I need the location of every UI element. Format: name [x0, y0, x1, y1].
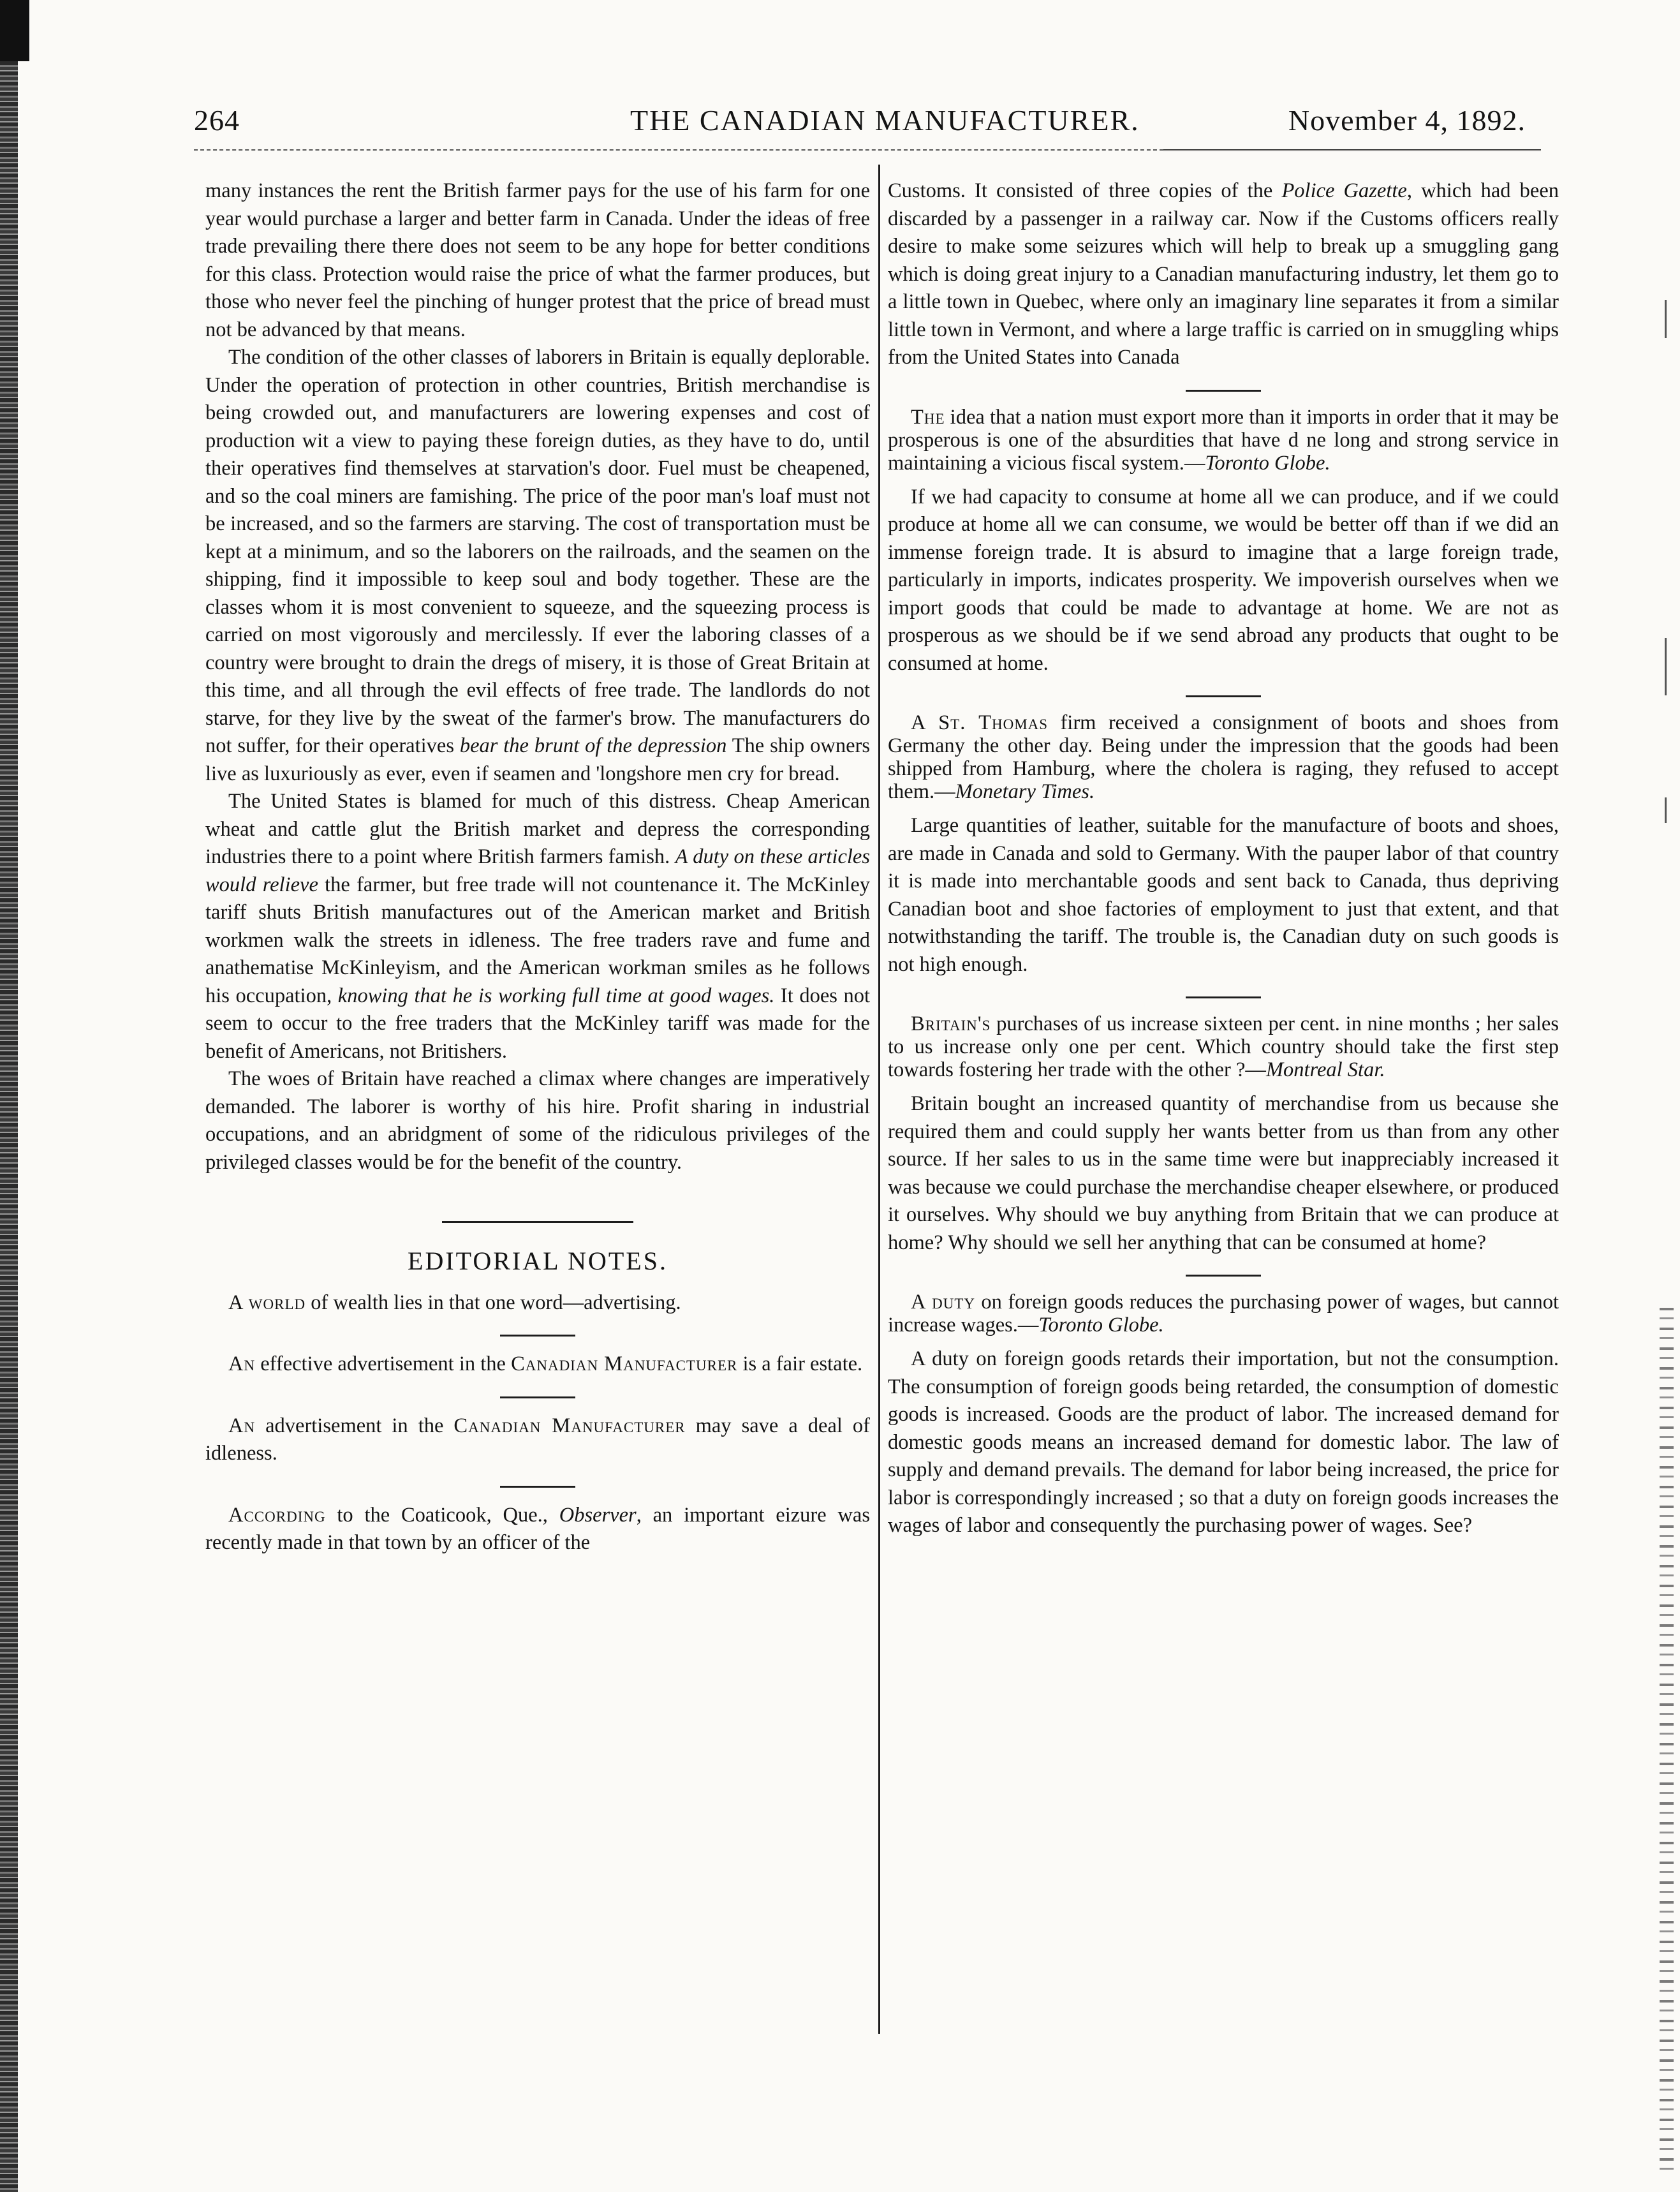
text-run: The ship owners live as luxuriously as ever, even if seamen and 'longshore men cry for bread.: [205, 734, 870, 785]
text-run: d ne long and strong service in maintaining a vicious fiscal system.—: [888, 428, 1559, 475]
scan-edge-right: [1660, 1308, 1674, 2175]
note-lead: A world: [228, 1291, 306, 1314]
quoted-note: [888, 1291, 1559, 1337]
masthead-title: THE CANADIAN MANUFACTURER.: [630, 104, 1140, 137]
note-separator: [500, 1335, 575, 1337]
italic-run: bear the brunt of the depression: [459, 734, 727, 757]
text-run: purchases of us increase sixteen per cent. in nine months ; her sales to us increase only one per cent. Which country should take the first step towards fostering her trade with the other ?—: [888, 1012, 1559, 1081]
note-lead: According: [228, 1503, 326, 1527]
note-separator: [1186, 1275, 1261, 1277]
text-run: The condition of the other classes of laborers in Britain is equally deplorable. Under the operation of protection in other countries, British merchandise is being crowded out, and manufacturers are lowering expenses and cost of production wit a view to paying these foreign duties, as they have to do, until their operatives find themselves at starvation's door. Fuel must be cheapened, and so the coal miners are famishing. The price of the poor man's loaf must not be increased, and so the farmers are starving. The cost of transportation must be kept at a minimum, and so the laborers on the railroads, and the seamen on the shipping, find it impossible to keep soul and body together. These are the classes whom it is most convenient to squeeze, and the squeezing process is carried on most vigorously and mercilessly. If ever the laboring classes of a country were brought to drain the dregs of misery, it is those of Great Britain at this time, and all through the evil effects of free trade. The landlords do not starve, for they live by the sweat of the farmer's brow. The manufacturers do not suffer, for their operatives: [205, 346, 870, 757]
article-paragraph: [888, 177, 1559, 372]
article-paragraph: A duty on foreign goods retards their importation, but not the consumption. The consumption of foreign goods being retarded, the consumption of domestic goods is increased. Goods are the product of labor. The increased demand for domestic goods means an increased demand for domestic labor. The law of supply and demand prevails. The demand for labor being increased, the price for labor is correspondingly increased ; so that a duty on foreign goods increases the wages of labor and consequently the purchasing power of wages. See?: [888, 1347, 1559, 1537]
text-run: may save a deal of idleness.: [205, 1414, 870, 1465]
text-run: Customs. It consisted of three copies of the: [888, 179, 1282, 202]
header-rule: [194, 148, 1541, 156]
source-name: Montreal Star.: [1265, 1058, 1385, 1081]
text-run: the farmer, but free trade will not countenance it. The McKinley tariff shuts British manufactures out of the American market and British workmen walk the streets in idleness. The free traders rave and fume and anathematise McKinleyism, and the American workman smiles as he follows his occupation,: [205, 873, 870, 1007]
note-lead: An: [228, 1352, 256, 1375]
text-run: firm received a consignment of boots and shoes from Germany the other day. Being under the impression that the goods had been shipped from Hamburg, where the cholera is raging, they refused to accept them.—: [888, 711, 1559, 803]
section-separator: [442, 1221, 633, 1223]
editorial-notes-heading: EDITORIAL NOTES.: [408, 1247, 668, 1275]
note-separator: [500, 1396, 575, 1398]
note-lead: An: [228, 1414, 256, 1437]
text-run: effective advertisement in the: [255, 1352, 512, 1375]
source-name: Observer: [559, 1503, 637, 1527]
quoted-note: [888, 711, 1559, 803]
left-column: [205, 177, 870, 1557]
text-run: It does not seem to occur to the free traders that the McKinley tariff was made for the benefit of Americans, not Britishers.: [205, 984, 870, 1063]
note-separator: [500, 1486, 575, 1488]
magazine-name: Canadian Manufacturer: [453, 1414, 686, 1437]
note-separator: [1186, 695, 1261, 697]
publication-name: Police Gazette: [1281, 179, 1407, 202]
editorial-note: [205, 1351, 870, 1379]
note-separator: [1186, 996, 1261, 998]
source-name: Toronto Globe.: [1205, 451, 1330, 475]
quoted-note: [888, 406, 1559, 475]
scan-mark: [1665, 300, 1667, 338]
issue-date: November 4, 1892.: [1288, 104, 1526, 137]
right-column: [888, 177, 1559, 1540]
quoted-note: [888, 1012, 1559, 1081]
article-paragraph: Large quantities of leather, suitable for the manufacture of boots and shoes, are made in Canada and sold to Germany. With the pauper labor of that country it is made into merchantable goods and sent back to Canada, thus depriving Canadian boot and shoe factories of employment to just that extent, and that notwithstanding the tariff. The trouble is, the Canadian duty on such goods is not high enough.: [888, 814, 1559, 976]
article-paragraph: Britain bought an increased quantity of merchandise from us because she required them and could supply her wants better from us than from any other source. If her sales to us in the same time were but inappreciably increased it was because we could purchase the merchandise cheaper elsewhere, or produced it ourselves. Why should we buy anything from Britain that we can produce at home? Why should we sell her anything that can be consumed at home?: [888, 1092, 1559, 1254]
editorial-note: [205, 1412, 870, 1468]
article-paragraph: many instances the rent the British farmer pays for the use of his farm for one year would purchase a larger and better farm in Canada. Under the ideas of free trade prevailing there there does not seem to be any hope for better conditions for this class. Protection would raise the price of what the farmer produces, but those who never feel the pinching of hunger protest that the price of bread must not be advanced by that means.: [205, 179, 870, 341]
page-number: 264: [194, 104, 240, 137]
text-run: idea that a nation must export more than it imports in order that it may be prosperous is one of the absurdities that have: [888, 405, 1559, 452]
page-header: [194, 103, 1526, 142]
text-run: to the Coaticook, Que.,: [325, 1503, 559, 1527]
editorial-note: [205, 1289, 870, 1317]
text-run: , which had been discarded by a passenger in a railway car. Now if the Customs officers really desire to make some seizures which will help to break up a smuggling gang which is doing great injury to a Canadian manufacturing industry, let them go to a little town in Quebec, where only an imaginary line separates it from a similar little town in Vermont, and where a large traffic is carried on in smuggling whips from the United States into Canada: [888, 179, 1559, 369]
article-paragraph: If we had capacity to consume at home all we can produce, and if we could produce at home all we can consume, we would be better off than if we did an immense foreign trade. It is absurd to imagine that a large foreign trade, particularly in imports, indicates prosperity. We impoverish ourselves when we import goods that could be made to advantage at home. We are not as prosperous as we should be if we send abroad any products that ought to be consumed at home.: [888, 485, 1559, 675]
editorial-note: [205, 1502, 870, 1557]
article-paragraph: [205, 788, 870, 1065]
note-lead: A St. Thomas: [911, 711, 1049, 734]
magazine-name: Canadian Manufacturer: [511, 1352, 738, 1375]
note-separator: [1186, 390, 1261, 392]
note-lead: The: [911, 405, 945, 429]
text-run: The United States is blamed for much of this distress. Cheap American wheat and cattle glut the British market and depress the corresponding industries there to a point where British farmers famish.: [205, 790, 870, 868]
source-name: Toronto Globe.: [1038, 1314, 1164, 1337]
text-run: , an important eizure was recently made in that town by an officer of the: [205, 1503, 871, 1554]
italic-run: knowing that he is working full time at good wages.: [337, 984, 775, 1007]
scan-mark: [1665, 638, 1667, 695]
scan-mark: [1665, 797, 1667, 823]
text-run: advertisement in the: [255, 1414, 454, 1437]
scan-bottom-edge: [0, 2156, 1680, 2188]
text-run: of wealth lies in that one word—advertising.: [306, 1291, 681, 1314]
scan-edge-left: [0, 0, 18, 2192]
header-rule-double: [1163, 149, 1541, 154]
scan-corner-block: [0, 0, 29, 61]
article-paragraph: The woes of Britain have reached a climax where changes are imperatively demanded. The laborer is worthy of his hire. Profit sharing in industrial occupations, and an abridgment of some of the ridiculous privileges of the privileged classes would be for the benefit of the country.: [205, 1067, 870, 1174]
header-rule-dashed: [194, 149, 1163, 151]
note-lead: Britain's: [911, 1012, 991, 1035]
source-name: Monetary Times.: [955, 780, 1095, 803]
text-run: on foreign goods reduces the purchasing power of wages, but cannot increase wages.—: [888, 1291, 1559, 1337]
column-divider: [878, 165, 880, 2034]
italic-run: A duty on these articles would relieve: [205, 845, 870, 896]
text-run: is a fair estate.: [737, 1352, 863, 1375]
note-lead: A duty: [911, 1291, 975, 1314]
article-paragraph: [205, 344, 870, 788]
